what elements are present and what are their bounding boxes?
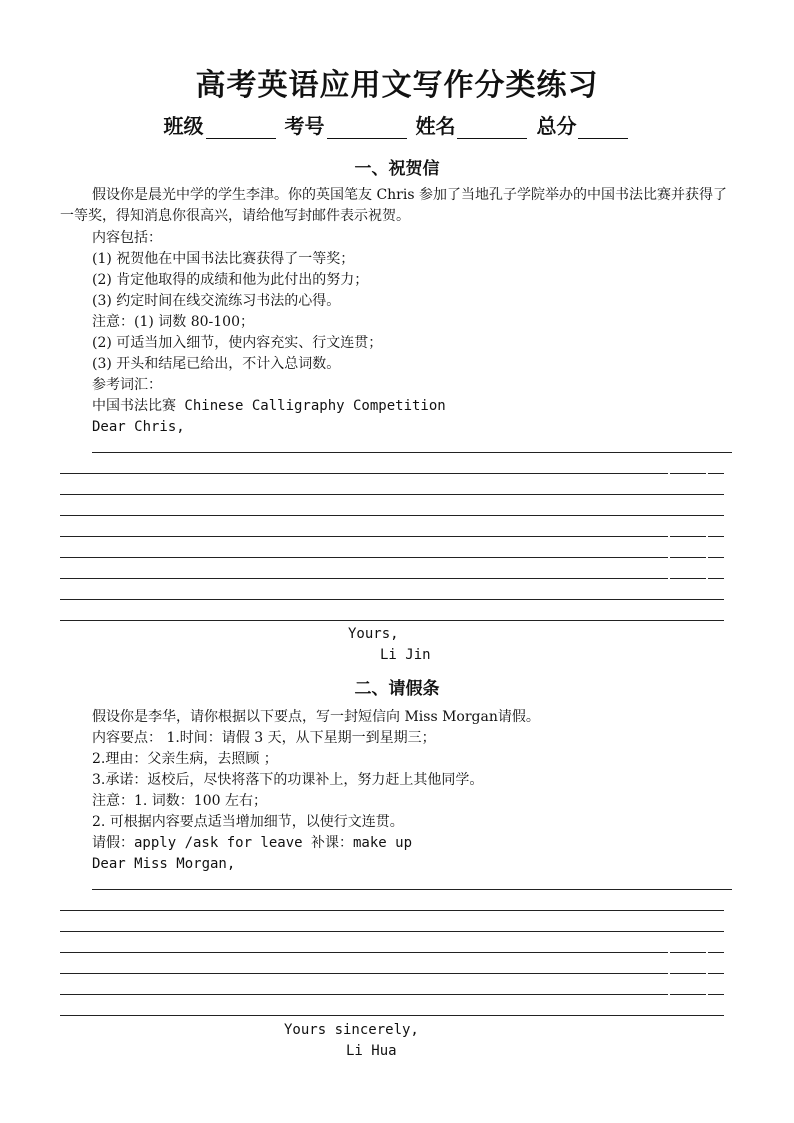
writing-line-end — [670, 973, 706, 974]
writing-line[interactable] — [60, 994, 668, 995]
section1-point: (1) 祝贺他在中国书法比赛获得了一等奖； — [92, 251, 355, 267]
section1-content-label: 内容包括： — [92, 230, 162, 246]
writing-line[interactable] — [92, 889, 732, 890]
number-label: 考号 — [284, 114, 325, 138]
section1-point: (2) 肯定他取得的成绩和他为此付出的努力； — [92, 272, 369, 288]
section1-vocab: 中国书法比赛 Chinese Calligraphy Competition — [92, 398, 446, 414]
name-label: 姓名 — [415, 114, 456, 138]
section2-greeting: Dear Miss Morgan, — [92, 856, 236, 872]
writing-line[interactable] — [92, 452, 732, 453]
section2-line: 2.理由：父亲生病，去照顾 ； — [92, 751, 278, 767]
writing-line[interactable] — [60, 620, 724, 621]
writing-line-end — [708, 578, 724, 579]
writing-line[interactable] — [60, 973, 668, 974]
section1-point: (3) 约定时间在线交流练习书法的心得。 — [92, 293, 341, 309]
name-blank[interactable] — [457, 120, 527, 139]
writing-line[interactable] — [60, 599, 724, 600]
writing-line[interactable] — [60, 557, 668, 558]
section1-note: (2) 可适当加入细节，使内容充实、行文连贯； — [92, 335, 383, 351]
writing-line[interactable] — [60, 931, 724, 932]
writing-line-end — [708, 994, 724, 995]
section1-intro: 假设你是晨光中学的学生李津。你的英国笔友 Chris 参加了当地孔子学院举办的中国书法比赛并获得了一等奖，得知消息你很高兴，请给他写封邮件表示祝贺。 — [60, 187, 727, 224]
writing-line[interactable] — [60, 515, 724, 516]
section2-signature: Li Hua — [346, 1043, 397, 1059]
section2-line: 注意：1. 词数：100 左右； — [92, 793, 267, 809]
writing-line[interactable] — [60, 536, 668, 537]
score-blank[interactable] — [578, 120, 628, 139]
writing-line-end — [670, 536, 706, 537]
writing-line[interactable] — [60, 494, 724, 495]
section2-line: 内容要点： 1.时间：请假 3 天，从下星期一到星期三； — [92, 730, 436, 746]
section1-signature: Li Jin — [380, 647, 431, 663]
class-label: 班级 — [163, 114, 204, 138]
writing-line-end — [708, 973, 724, 974]
section1-vocab-label: 参考词汇： — [92, 377, 162, 393]
writing-line-end — [670, 557, 706, 558]
section1-note: 注意：(1) 词数 80-100； — [92, 314, 254, 330]
section1-note: (3) 开头和结尾已给出，不计入总词数。 — [92, 356, 341, 372]
writing-line[interactable] — [60, 473, 668, 474]
number-blank[interactable] — [327, 120, 407, 139]
writing-line[interactable] — [60, 578, 668, 579]
section2-line: 3.承诺：返校后，尽快将落下的功课补上，努力赶上其他同学。 — [92, 772, 484, 788]
writing-line-end — [670, 473, 706, 474]
writing-line-end — [708, 557, 724, 558]
section1-heading: 一、祝贺信 — [354, 159, 440, 179]
class-blank[interactable] — [206, 120, 276, 139]
writing-line[interactable] — [60, 1015, 724, 1016]
section2-vocab: 请假：apply /ask for leave 补课：make up — [92, 835, 413, 851]
writing-line-end — [708, 473, 724, 474]
writing-line-end — [708, 536, 724, 537]
writing-line-end — [670, 952, 706, 953]
writing-line-end — [670, 578, 706, 579]
writing-line-end — [708, 952, 724, 953]
writing-line[interactable] — [60, 952, 668, 953]
section2-closing: Yours sincerely, — [284, 1022, 419, 1038]
section1-greeting: Dear Chris, — [92, 419, 185, 435]
section2-intro: 假设你是李华，请你根据以下要点，写一封短信向 Miss Morgan请假。 — [92, 709, 540, 725]
section2-line: 2. 可根据内容要点适当增加细节，以使行文连贯。 — [92, 814, 404, 830]
page-title: 高考英语应用文写作分类练习 — [195, 68, 599, 103]
section1-closing: Yours, — [348, 626, 399, 642]
student-info-row — [0, 110, 794, 139]
writing-line[interactable] — [60, 910, 724, 911]
score-label: 总分 — [536, 114, 577, 138]
writing-line-end — [670, 994, 706, 995]
section2-heading: 二、请假条 — [354, 679, 440, 699]
